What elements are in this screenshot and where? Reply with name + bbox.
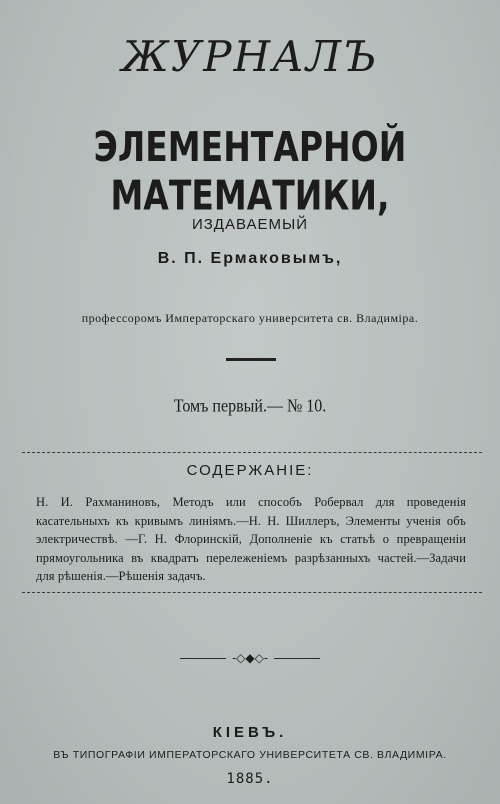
ornament-icon: -◇◆◇- (232, 651, 268, 665)
volume-number: Томъ первый.— № 10. (173, 396, 327, 417)
imprint-city: КIЕВЪ. (212, 724, 288, 741)
journal-title-line1: ЖУРНАЛЪ (121, 32, 379, 81)
publisher-label: ИЗДАВАЕМЫЙ (191, 216, 309, 233)
short-rule-divider (226, 358, 276, 361)
ornament-line-right (274, 658, 320, 659)
top-dashed-divider (22, 452, 482, 453)
ornament-line-left (180, 658, 226, 659)
publisher-title: профессоромъ Императорскаго университета св. Владимiра. (81, 311, 419, 325)
bottom-dashed-divider (22, 592, 482, 593)
publisher-name: В. П. Ермаковымъ, (157, 250, 343, 267)
contents-text: Н. И. Рахманиновъ, Методъ или способъ Робервал для проведенiя касательныхъ къ кривымъ линiямъ.—Н. Н. Шиллеръ, Элементы ученiя объ электричествѣ. —Г. Н. Флоринскiй, Дополненiе къ статьѣ о превращенiи прямоугольника въ квадратъ перележенiемъ разрѣзанныхъ частей.—Задачи для рѣшенiя.—Рѣшенiя задачъ. (36, 495, 466, 583)
contents-heading: СОДЕРЖАНIЕ: (186, 462, 314, 479)
journal-title-line2: ЭЛЕМЕНТАРНОЙ МАТЕМАТИКИ, (93, 122, 407, 220)
imprint-year: 1885. (226, 771, 274, 787)
imprint-printer: ВЪ ТИПОГРАФIИ ИМПЕРАТОРСКАГО УНИВЕРСИТЕТА СВ. ВЛАДИМIРА. (53, 749, 447, 761)
